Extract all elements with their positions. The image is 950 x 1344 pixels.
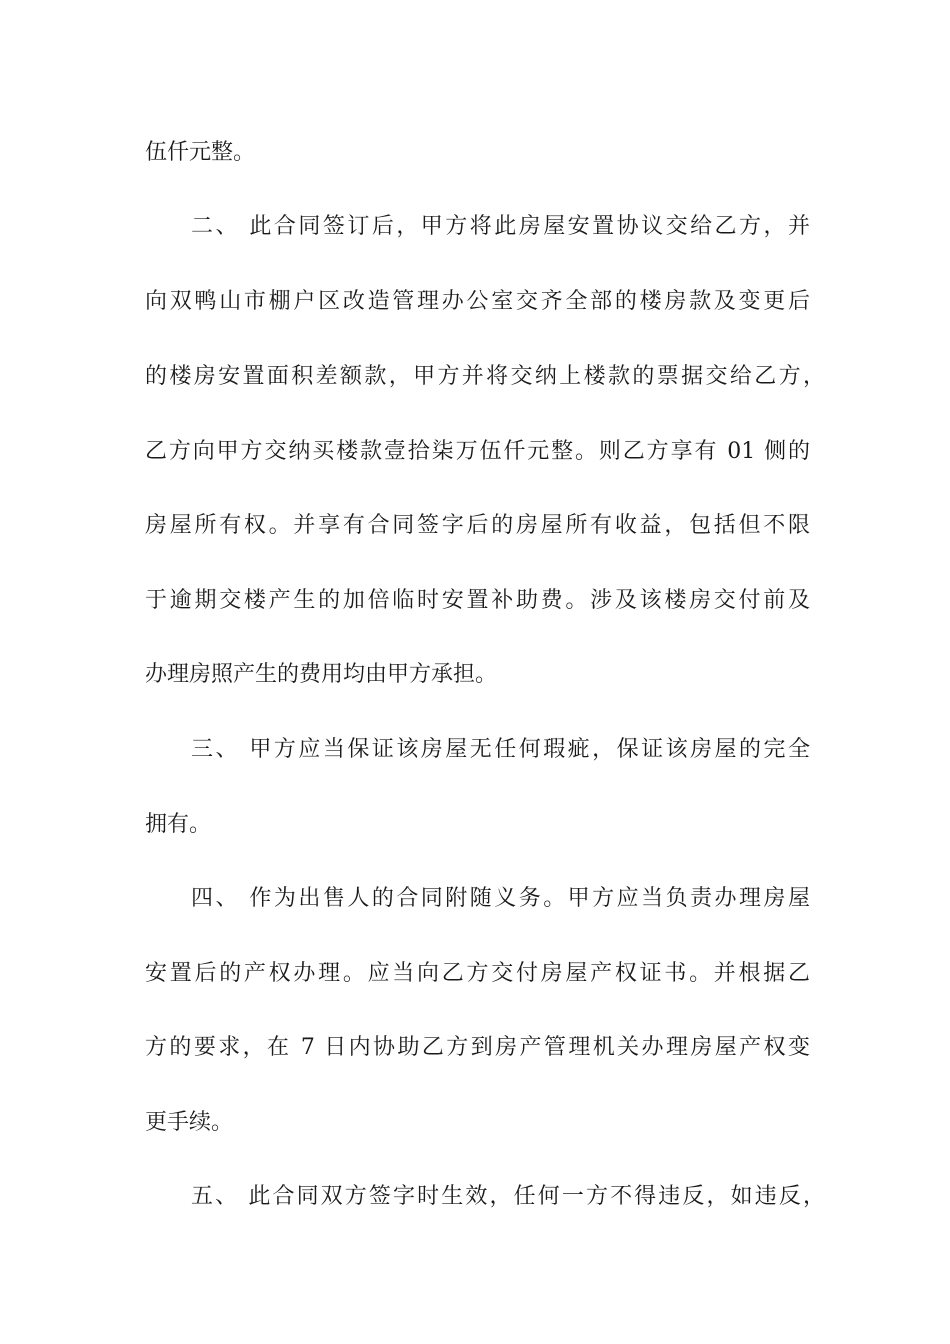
paragraph-line: 安置后的产权办理。应当向乙方交付房屋产权证书。并根据乙 [145,961,810,986]
paragraph-line: 的楼房安置面积差额款，甲方并将交纳上楼款的票据交给乙方， [145,364,825,389]
clause-4-heading-line: 四、 作为出售人的合同附随义务。甲方应当负责办理房屋 [191,886,810,911]
paragraph-line: 伍仟元整。 [145,140,256,165]
paragraph-line: 于逾期交楼产生的加倍临时安置补助费。涉及该楼房交付前及 [145,588,810,613]
clause-2-heading-line: 二、 此合同签订后，甲方将此房屋安置协议交给乙方，并 [191,214,810,239]
paragraph-line: 向双鸭山市棚户区改造管理办公室交齐全部的楼房款及变更后 [145,289,810,314]
paragraph-line: 拥有。 [145,812,212,837]
paragraph-line: 办理房照产生的费用均由甲方承担。 [145,662,498,687]
paragraph-line: 房屋所有权。并享有合同签字后的房屋所有收益，包括但不限 [145,513,810,538]
clause-3-heading-line: 三、 甲方应当保证该房屋无任何瑕疵，保证该房屋的完全 [191,737,810,762]
paragraph-line: 更手续。 [145,1110,234,1135]
paragraph-line: 方的要求，在 7 日内协助乙方到房产管理机关办理房屋产权变 [145,1035,810,1060]
clause-5-heading-line: 五、 此合同双方签字时生效，任何一方不得违反，如违反， [191,1184,825,1209]
paragraph-line: 乙方向甲方交纳买楼款壹拾柒万伍仟元整。则乙方享有 01 侧的 [145,439,810,464]
